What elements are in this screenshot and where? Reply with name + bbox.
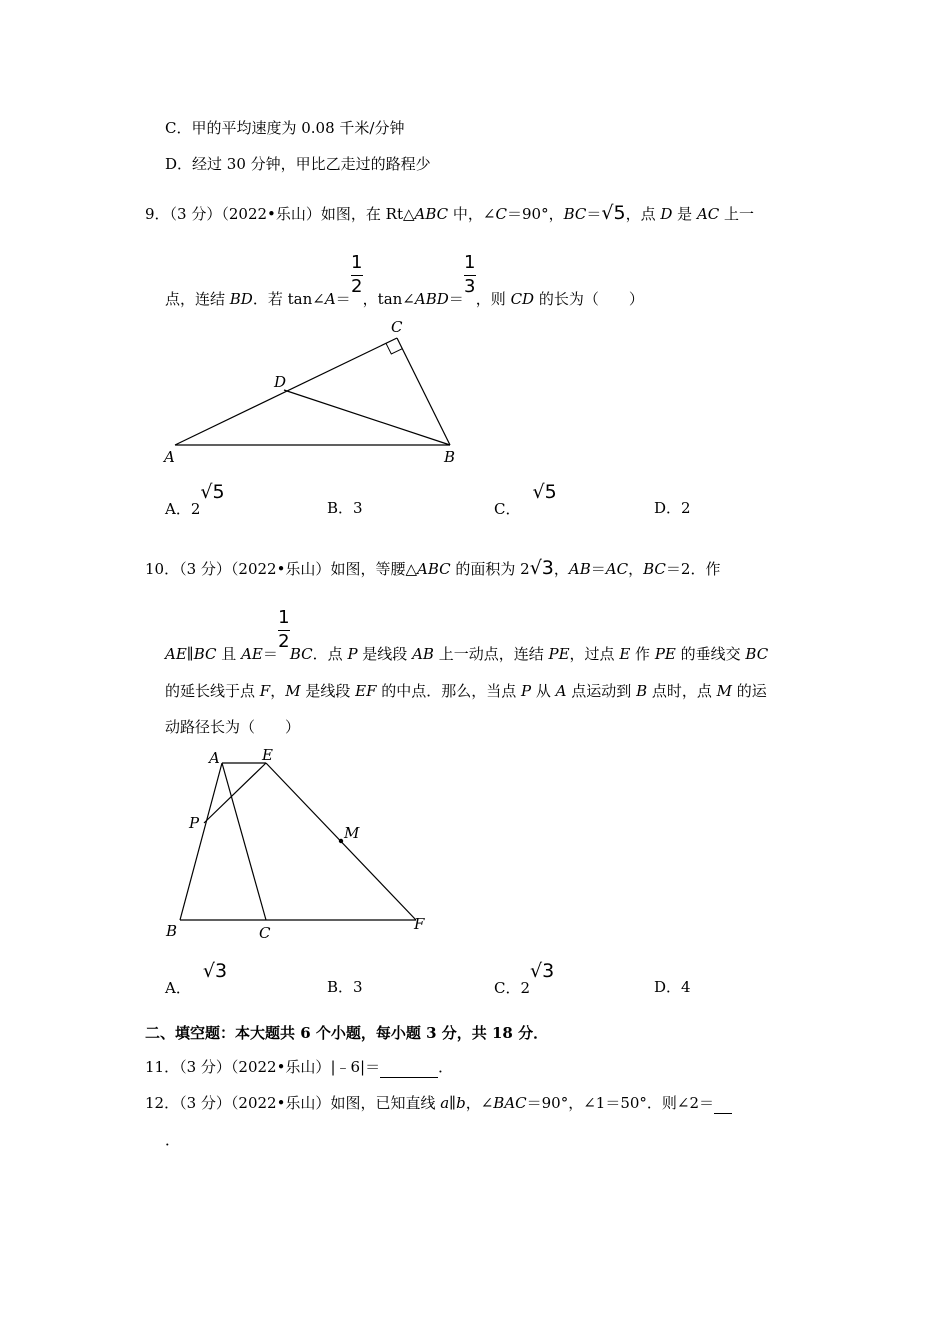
q10-fraction-half	[278, 607, 290, 664]
q10-text: ．点	[312, 645, 348, 663]
q10-stem-line1	[145, 558, 720, 579]
q11-number: 11．	[145, 1058, 180, 1076]
q12-text: 如图，已知直线	[330, 1094, 441, 1112]
q10-var: E	[619, 645, 631, 663]
segment-ab	[180, 763, 222, 920]
q9-stem-line1	[145, 203, 754, 224]
segment-pe	[204, 763, 266, 823]
q12-var: b	[456, 1094, 466, 1112]
q9-text: 的长为（ ）	[534, 290, 644, 308]
q11-text: |﹣6|＝	[330, 1058, 381, 1076]
q10-text: 是线段	[300, 682, 356, 700]
q10-text: 上一动点，连结	[433, 645, 549, 663]
q12-stem-line2: ．	[165, 1131, 181, 1149]
q10-text: 是线段	[357, 645, 413, 663]
q10-var: BC	[289, 645, 313, 663]
q10-text: 的运	[732, 682, 767, 700]
q9-text: ，则	[475, 290, 511, 308]
q10-stem-line3	[165, 681, 767, 701]
q10-source: （2022•乐山）	[230, 560, 331, 578]
label-c: C	[391, 318, 403, 336]
q9-stem-line2	[165, 252, 644, 309]
q9-sqrt5: √5	[601, 202, 626, 224]
option-label: A．	[165, 979, 191, 997]
q10-text: 从	[531, 682, 556, 700]
option-label: C．2	[494, 979, 531, 997]
q10-option-a	[165, 960, 228, 998]
q10-sqrt3: √3	[529, 557, 554, 579]
frac-num: 1	[350, 252, 363, 273]
q10-var: BC	[193, 645, 217, 663]
q10-var: AB	[412, 645, 434, 663]
q9-var: BD	[229, 290, 253, 308]
q10-var: M	[285, 682, 301, 700]
q10-var: AE	[165, 645, 187, 663]
q10-var: F	[259, 682, 271, 700]
q10-score: （3 分）	[179, 560, 231, 578]
q9-text: ＝	[335, 290, 351, 308]
frac-den: 3	[464, 276, 476, 297]
option-radical: √5	[532, 481, 557, 503]
q10-option-c	[494, 960, 555, 998]
q9-source: （2022•乐山）	[221, 205, 321, 223]
q9-option-d	[654, 498, 691, 518]
q9-fraction-third	[464, 252, 476, 309]
q10-var: AE	[241, 645, 263, 663]
q9-var: A	[324, 290, 336, 308]
q12-number: 12．	[145, 1094, 180, 1112]
q9-var: D	[660, 205, 673, 223]
q9-text: ＝90°，	[506, 205, 564, 223]
q10-text: ，	[628, 560, 644, 578]
q9-option-c	[494, 481, 557, 519]
label-e: E	[262, 746, 273, 764]
frac-den: 2	[278, 631, 290, 652]
q9-var: C	[495, 205, 507, 223]
q12-text: ＝90°，∠1＝50°．则∠2＝	[526, 1094, 715, 1112]
q10-text: 点时，点	[647, 682, 717, 700]
label-m: M	[344, 824, 360, 842]
q12-answer-blank[interactable]	[714, 1093, 732, 1114]
q10-option-b	[327, 977, 363, 997]
q9-var: CD	[510, 290, 535, 308]
q10-var: BC	[643, 560, 666, 578]
label-f: F	[414, 915, 425, 933]
q10-text: ，	[553, 560, 569, 578]
q10-number: 10．	[145, 560, 180, 578]
q8-option-c: C．甲的平均速度为 0.08 千米/分钟	[165, 119, 405, 137]
q10-var: P	[521, 682, 532, 700]
q10-var: P	[347, 645, 358, 663]
segment-ac	[222, 763, 266, 920]
point-m	[339, 839, 343, 843]
q12-text: ，∠	[465, 1094, 494, 1112]
q10-var: AB	[568, 560, 591, 578]
q10-var: ABC	[416, 560, 451, 578]
q10-text: ＝	[262, 645, 278, 663]
q10-var: BC	[745, 645, 769, 663]
label-d: D	[274, 373, 287, 391]
q12-text: ∥	[449, 1094, 457, 1112]
option-label: D．2	[654, 499, 691, 517]
q11-score: （3 分）	[179, 1058, 231, 1076]
q12-source: （2022•乐山）	[230, 1094, 331, 1112]
option-label: B．3	[327, 499, 363, 517]
segment-bd	[284, 390, 450, 445]
q9-var: BC	[563, 205, 587, 223]
option-label: A．2	[165, 500, 201, 518]
q10-text: ∥	[186, 645, 194, 663]
q10-stem-line4: 动路径长为（ ）	[165, 718, 301, 736]
q10-var: PE	[548, 645, 570, 663]
q9-var: AC	[696, 205, 720, 223]
frac-den: 2	[350, 276, 363, 297]
option-radical: √5	[200, 481, 225, 503]
q12-var: a	[440, 1094, 450, 1112]
q9-text: ，点	[625, 205, 661, 223]
q10-text: 且	[216, 645, 242, 663]
q10-text: 的面积为 2	[450, 560, 530, 578]
q11-stem	[145, 1057, 453, 1078]
q10-var: PE	[654, 645, 676, 663]
frac-num: 1	[278, 607, 290, 628]
label-b: B	[166, 922, 178, 940]
option-label: B．3	[327, 978, 363, 996]
q9-text: ．若 tan∠	[252, 290, 325, 308]
q11-end: ．	[438, 1058, 454, 1076]
q10-stem-line2	[165, 607, 769, 664]
q11-answer-blank[interactable]	[380, 1057, 438, 1078]
q9-number: 9．	[145, 205, 170, 223]
q10-var: B	[636, 682, 648, 700]
label-a: A	[209, 749, 220, 767]
label-b: B	[444, 448, 456, 466]
q10-text: 的垂线交	[675, 645, 746, 663]
q10-text: 如图，等腰△	[330, 560, 417, 578]
label-p: P	[189, 814, 200, 832]
q9-text: ＝	[586, 205, 602, 223]
q10-var: EF	[355, 682, 377, 700]
q10-text: 的中点．那么，当点	[376, 682, 522, 700]
q9-text: 是	[672, 205, 697, 223]
q9-var: ABC	[414, 205, 449, 223]
q12-score: （3 分）	[179, 1094, 231, 1112]
option-label: D．4	[654, 978, 691, 996]
q10-text: ＝	[590, 560, 606, 578]
segment-ac	[175, 338, 397, 445]
q10-option-d	[654, 977, 691, 997]
label-a: A	[164, 448, 175, 466]
q11-source: （2022•乐山）	[230, 1058, 331, 1076]
label-c: C	[259, 924, 271, 942]
segment-bc	[397, 338, 450, 445]
frac-num: 1	[464, 252, 476, 273]
q10-text: ＝2．作	[665, 560, 721, 578]
q12-stem-line1	[145, 1093, 732, 1114]
q9-text: ，tan∠	[362, 290, 415, 308]
q12-var: BAC	[493, 1094, 527, 1112]
q10-text: 的延长线于点	[165, 682, 260, 700]
option-label: C．	[494, 500, 521, 518]
q9-var: ABD	[414, 290, 449, 308]
q10-figure	[160, 745, 440, 945]
q9-figure	[160, 310, 480, 470]
q10-var: M	[716, 682, 732, 700]
q10-text: 作	[630, 645, 655, 663]
section-heading: 二、填空题：本大题共 6 个小题，每小题 3 分，共 18 分．	[145, 1024, 549, 1042]
q10-text: ，	[270, 682, 286, 700]
q9-text: 如图，在 Rt△	[320, 205, 415, 223]
q9-text: 上一	[719, 205, 755, 223]
q9-option-b	[327, 498, 363, 518]
q9-option-a	[165, 481, 225, 519]
q9-text: 中，∠	[448, 205, 496, 223]
option-radical: √3	[202, 960, 228, 982]
q10-text: 点运动到	[566, 682, 637, 700]
q9-text: ＝	[448, 290, 464, 308]
option-radical: √3	[530, 960, 555, 982]
q10-var: AC	[605, 560, 629, 578]
q9-score: （3 分）	[169, 205, 222, 223]
q9-text: 点，连结	[165, 290, 230, 308]
q10-var: A	[555, 682, 567, 700]
q9-fraction-half	[350, 252, 363, 309]
q8-option-d: D．经过 30 分钟，甲比乙走过的路程少	[165, 155, 431, 173]
q10-text: ，过点	[569, 645, 620, 663]
